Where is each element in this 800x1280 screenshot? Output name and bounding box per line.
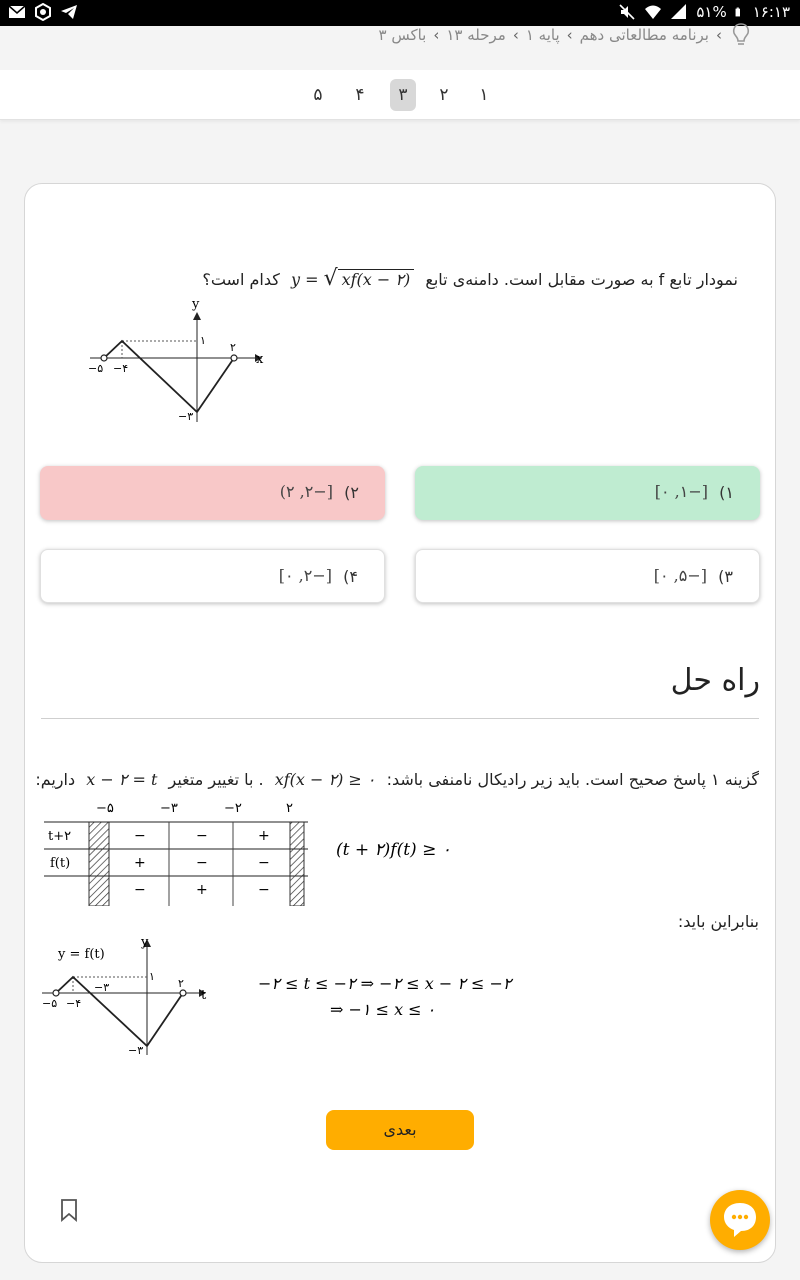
chat-icon xyxy=(710,1190,770,1250)
table-header: −۳ xyxy=(160,801,178,816)
battery-icon xyxy=(735,3,745,21)
sign-cell: + xyxy=(134,855,146,871)
hint-button[interactable] xyxy=(730,22,752,52)
chat-button[interactable] xyxy=(710,1190,770,1250)
breadcrumb-trail: › برنامه مطالعاتی دهم › پایه ۱ › مرحله ۱۳ › باکس ۳ xyxy=(378,26,722,44)
sign-cell: − xyxy=(134,882,146,898)
tick-label: −۳ xyxy=(128,1044,144,1057)
tick-label: −۴ xyxy=(66,997,82,1010)
step-tab-2[interactable]: ۲ xyxy=(439,85,449,105)
tick-label: −۵ xyxy=(88,362,104,375)
breadcrumb-item[interactable]: مرحله ۱۳ xyxy=(446,26,506,44)
option-4[interactable]: ۴) [−۲, ۰] xyxy=(40,549,385,603)
solution-line-1: گزینه ۱ پاسخ صحیح است. باید زیر رادیکال نامنفی باشد: xf(x − ۲) ≥ ۰ . با تغییر متغیر x − ۲ = t داریم: xyxy=(35,770,759,789)
bookmark-icon xyxy=(58,1198,80,1222)
option-2[interactable]: ۲) [−۲, ۲) xyxy=(40,466,385,520)
option-3[interactable]: ۳) [−۵, ۰] xyxy=(415,549,760,603)
derivation-line-1: −۲ ≤ t ≤ −۲ ⇒ −۲ ≤ x − ۲ ≤ −۲ xyxy=(258,974,512,993)
tick-label: ۱ xyxy=(200,334,206,347)
therefore-text: بنابراین باید: xyxy=(677,912,759,931)
wifi-icon xyxy=(644,3,662,21)
next-button[interactable]: بعدی xyxy=(326,1110,474,1150)
sign-cell: − xyxy=(258,882,270,898)
lightbulb-icon xyxy=(730,22,752,48)
breadcrumb-item[interactable]: برنامه مطالعاتی دهم xyxy=(579,26,709,44)
telegram-icon xyxy=(60,3,78,21)
sign-cell: − xyxy=(196,828,208,844)
row-label: t+۲ xyxy=(48,829,72,844)
step-tab-5[interactable]: ۵ xyxy=(313,85,323,105)
sign-cell: + xyxy=(196,882,208,898)
axis-label-y: y xyxy=(141,935,149,950)
bookmark-button[interactable] xyxy=(58,1198,80,1226)
step-tabs xyxy=(0,70,800,120)
status-bar xyxy=(0,0,800,26)
table-header: ۲ xyxy=(286,801,293,816)
divider xyxy=(41,718,759,719)
tick-label: ۱ xyxy=(149,970,155,983)
sign-cell: − xyxy=(258,855,270,871)
inequality: (t + ۲)f(t) ≥ ۰ xyxy=(336,840,451,860)
breadcrumb-item[interactable]: پایه ۱ xyxy=(525,26,560,44)
solution-title: راه حل xyxy=(670,663,760,698)
tick-label: −۵ xyxy=(42,997,58,1010)
table-header: −۵ xyxy=(96,801,114,816)
breadcrumb-item[interactable]: باکس ۳ xyxy=(378,26,427,44)
tick-label: ۲ xyxy=(230,341,236,354)
battery-percent: ۵۱% xyxy=(696,3,727,21)
option-1[interactable]: ۱) [−۱, ۰] xyxy=(415,466,760,520)
step-tab-1[interactable]: ۱ xyxy=(479,85,489,105)
derivation-line-2: ⇒ −۱ ≤ x ≤ ۰ xyxy=(330,1000,436,1019)
tick-label: −۳ xyxy=(178,410,194,423)
question-text: نمودار تابع f به صورت مقابل است. دامنه‌ی تابع y = √ xf(x − ۲) کدام است؟ xyxy=(202,266,738,291)
sign-cell: − xyxy=(134,828,146,844)
signal-icon xyxy=(670,3,688,21)
axis-label-y: y xyxy=(192,297,200,312)
solution-graph xyxy=(40,935,220,1060)
step-tab-3[interactable]: ۳ xyxy=(390,79,416,111)
axis-label-x: t xyxy=(201,988,207,1003)
email-icon xyxy=(8,3,26,21)
tick-label: −۴ xyxy=(113,362,129,375)
tick-label: ۲ xyxy=(178,977,184,990)
function-label: y = f(t) xyxy=(58,947,105,962)
sign-cell: + xyxy=(258,828,270,844)
table-header: −۲ xyxy=(224,801,242,816)
row-label: f(t) xyxy=(50,856,71,871)
question-graph xyxy=(84,292,274,427)
sign-table xyxy=(42,796,308,906)
mute-icon xyxy=(618,3,636,21)
tick-label: −۳ xyxy=(94,981,110,994)
clock: ۱۶:۱۳ xyxy=(752,3,790,21)
step-tab-4[interactable]: ۴ xyxy=(355,85,365,105)
sign-cell: − xyxy=(196,855,208,871)
vpn-icon xyxy=(34,3,52,21)
question-formula: y = √ xf(x − ۲) xyxy=(291,266,414,291)
axis-label-x: x xyxy=(256,352,264,367)
header xyxy=(0,26,800,70)
